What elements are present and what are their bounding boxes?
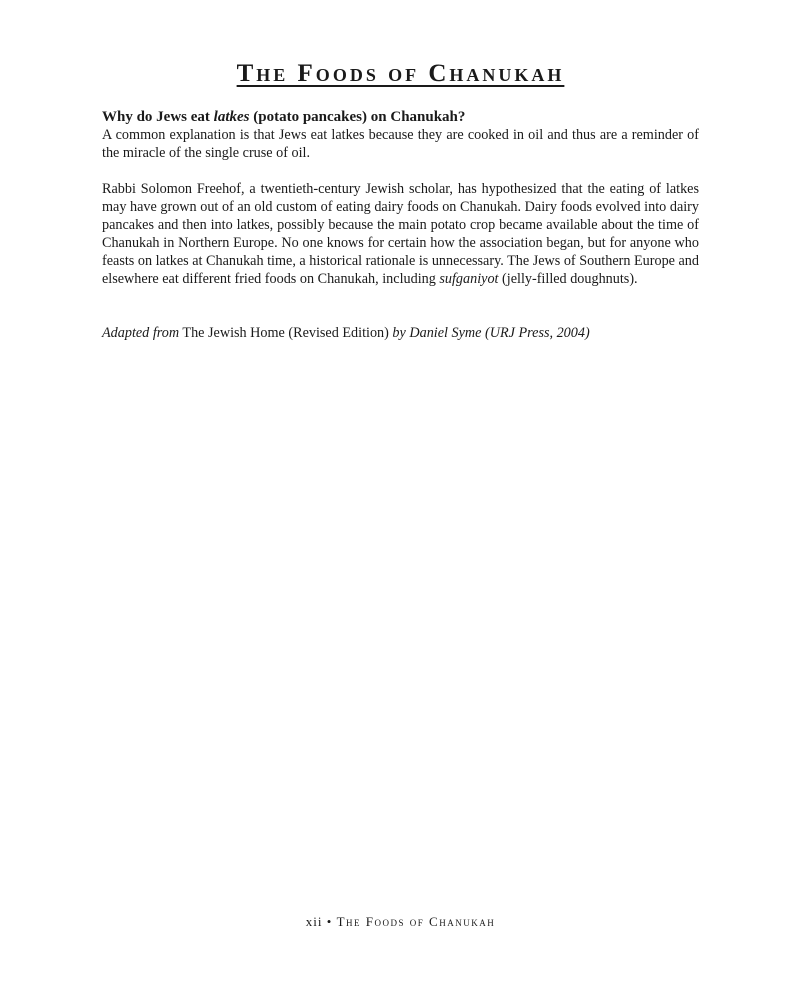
question-text-after: (potato pancakes) on Chanukah?: [249, 109, 466, 125]
question-text-italic: latkes: [213, 109, 250, 125]
main-content: [102, 108, 699, 356]
paragraph-freehof-italic: sufganiyot: [439, 271, 499, 287]
paragraph-freehof-after: (jelly-filled doughnuts).: [498, 271, 638, 287]
page-title: [0, 60, 801, 88]
page-footer: [0, 914, 801, 930]
running-title: The Foods of Chanukah: [336, 914, 496, 929]
attribution-book: The Jewish Home (Revised Edition): [179, 325, 393, 341]
section-question: [102, 108, 699, 126]
question-text-before: Why do Jews eat: [102, 109, 214, 125]
attribution-suffix: by Daniel Syme (URJ Press, 2004): [392, 325, 590, 341]
attribution: [102, 324, 699, 342]
paragraph-freehof-text: Rabbi Solomon Freehof, a twentieth-century Jewish scholar, has hypothesized that the eating of latkes may have grown out of an old custom of eating dairy foods on Chanukah. Dairy foods evolved into dairy pancakes and then into latkes, possibly because the main potato crop became available about the time of Chanukah in Northern Europe. No one knows for certain how the association began, but for anyone who feasts on latkes at Chanukah time, a historical rationale is unnecessary. The Jews of Southern Europe and elsewhere eat different fried foods on Chanukah, including: [102, 181, 699, 287]
page-number: xii: [305, 914, 323, 929]
footer-separator: •: [322, 914, 337, 929]
paragraph-freehof: [102, 180, 699, 288]
page-title-text: The Foods of Chanukah: [236, 60, 565, 87]
attribution-prefix: Adapted from: [102, 325, 180, 341]
paragraph-explanation: A common explanation is that Jews eat latkes because they are cooked in oil and thus are a reminder of the miracle of the single cruse of oil.: [102, 127, 699, 161]
